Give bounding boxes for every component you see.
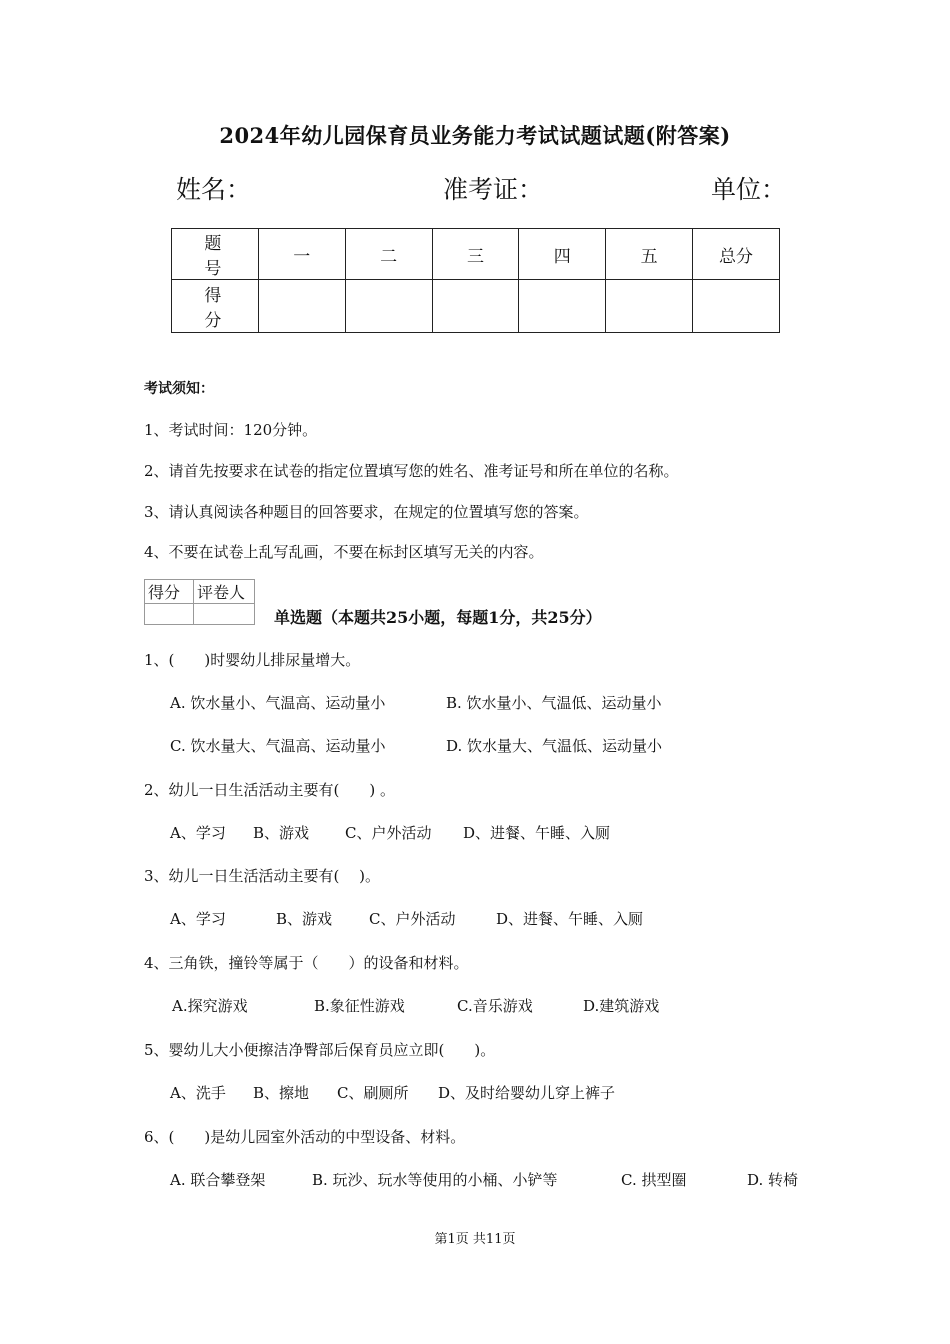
question-stem: 3、幼儿一日生活活动主要有( )。 bbox=[144, 867, 381, 885]
unit-field-label: 单位： bbox=[711, 175, 787, 204]
score-entry-cell[interactable] bbox=[693, 280, 780, 333]
question-option: B、游戏 bbox=[276, 910, 333, 928]
score-entry-cell[interactable] bbox=[432, 280, 519, 333]
grader-reviewer-cell[interactable] bbox=[194, 604, 255, 625]
score-table-cell: 五 bbox=[606, 229, 693, 280]
exam-number-field-label: 准考证： bbox=[443, 175, 544, 204]
question-option: A、学习 bbox=[170, 824, 226, 842]
score-table-cell: 得 分 bbox=[172, 280, 259, 333]
notice-item: 3、请认真阅读各种题目的回答要求，在规定的位置填写您的答案。 bbox=[144, 503, 589, 521]
score-table-cell: 一 bbox=[258, 229, 345, 280]
question-option: A.探究游戏 bbox=[172, 997, 248, 1015]
notice-item: 4、不要在试卷上乱写乱画，不要在标封区填写无关的内容。 bbox=[144, 543, 544, 561]
score-entry-cell[interactable] bbox=[519, 280, 606, 333]
question-option: D. 转椅 bbox=[747, 1171, 799, 1189]
page-footer: 第1页 共11页 bbox=[434, 1232, 516, 1247]
question-stem: 1、( )时婴幼儿排尿量增大。 bbox=[144, 651, 361, 669]
notice-item: 2、请首先按要求在试卷的指定位置填写您的姓名、准考证号和所在单位的名称。 bbox=[144, 462, 679, 480]
question-option: A、学习 bbox=[170, 910, 226, 928]
grader-reviewer-label: 评卷人 bbox=[194, 580, 255, 604]
question-option: C. 拱型圈 bbox=[621, 1171, 687, 1189]
question-option: D.建筑游戏 bbox=[583, 997, 660, 1015]
score-table-cell: 四 bbox=[519, 229, 606, 280]
question-stem: 4、三角铁，撞铃等属于（ ）的设备和材料。 bbox=[144, 954, 469, 972]
question-option: C. 饮水量大、气温高、运动量小 bbox=[170, 737, 386, 755]
question-option: D、及时给婴幼儿穿上裤子 bbox=[438, 1084, 616, 1102]
question-option: B、游戏 bbox=[253, 824, 310, 842]
score-table-score-row bbox=[172, 280, 780, 333]
question-option: D、进餐、午睡、入厕 bbox=[463, 824, 611, 842]
question-option: B.象征性游戏 bbox=[314, 997, 405, 1015]
score-table-cell: 总分 bbox=[693, 229, 780, 280]
question-option: C.音乐游戏 bbox=[457, 997, 533, 1015]
question-option: C、户外活动 bbox=[345, 824, 432, 842]
name-field-label: 姓名： bbox=[176, 175, 252, 204]
section-title: 单选题（本题共25小题，每题1分，共25分） bbox=[274, 608, 602, 627]
notice-heading: 考试须知： bbox=[144, 381, 214, 397]
document-title: 2024年幼儿园保育员业务能力考试试题试题(附答案) bbox=[219, 123, 731, 148]
question-option: B、擦地 bbox=[253, 1084, 310, 1102]
question-option: B. 玩沙、玩水等使用的小桶、小铲等 bbox=[312, 1171, 558, 1189]
question-option: B. 饮水量小、气温低、运动量小 bbox=[446, 694, 662, 712]
question-option: D. 饮水量大、气温低、运动量小 bbox=[446, 737, 663, 755]
question-option: A. 联合攀登架 bbox=[170, 1171, 266, 1189]
question-stem: 6、( )是幼儿园室外活动的中型设备、材料。 bbox=[144, 1128, 466, 1146]
question-option: A. 饮水量小、气温高、运动量小 bbox=[170, 694, 386, 712]
grader-score-label: 得分 bbox=[145, 580, 194, 604]
question-stem: 2、幼儿一日生活活动主要有( ) 。 bbox=[144, 781, 396, 799]
question-option: A、洗手 bbox=[170, 1084, 226, 1102]
score-entry-cell[interactable] bbox=[345, 280, 432, 333]
notice-item: 1、考试时间：120分钟。 bbox=[144, 421, 318, 439]
grader-box bbox=[144, 579, 255, 625]
question-option: D、进餐、午睡、入厕 bbox=[496, 910, 644, 928]
question-option: C、户外活动 bbox=[369, 910, 456, 928]
score-table-cell: 题 号 bbox=[172, 229, 259, 280]
score-table-cell: 二 bbox=[345, 229, 432, 280]
question-option: C、刷厕所 bbox=[337, 1084, 409, 1102]
grader-score-cell[interactable] bbox=[145, 604, 194, 625]
score-table-cell: 三 bbox=[432, 229, 519, 280]
score-table bbox=[171, 228, 780, 333]
question-stem: 5、婴幼儿大小便擦洁净臀部后保育员应立即( )。 bbox=[144, 1041, 496, 1059]
score-table-header-row bbox=[172, 229, 780, 280]
score-entry-cell[interactable] bbox=[606, 280, 693, 333]
